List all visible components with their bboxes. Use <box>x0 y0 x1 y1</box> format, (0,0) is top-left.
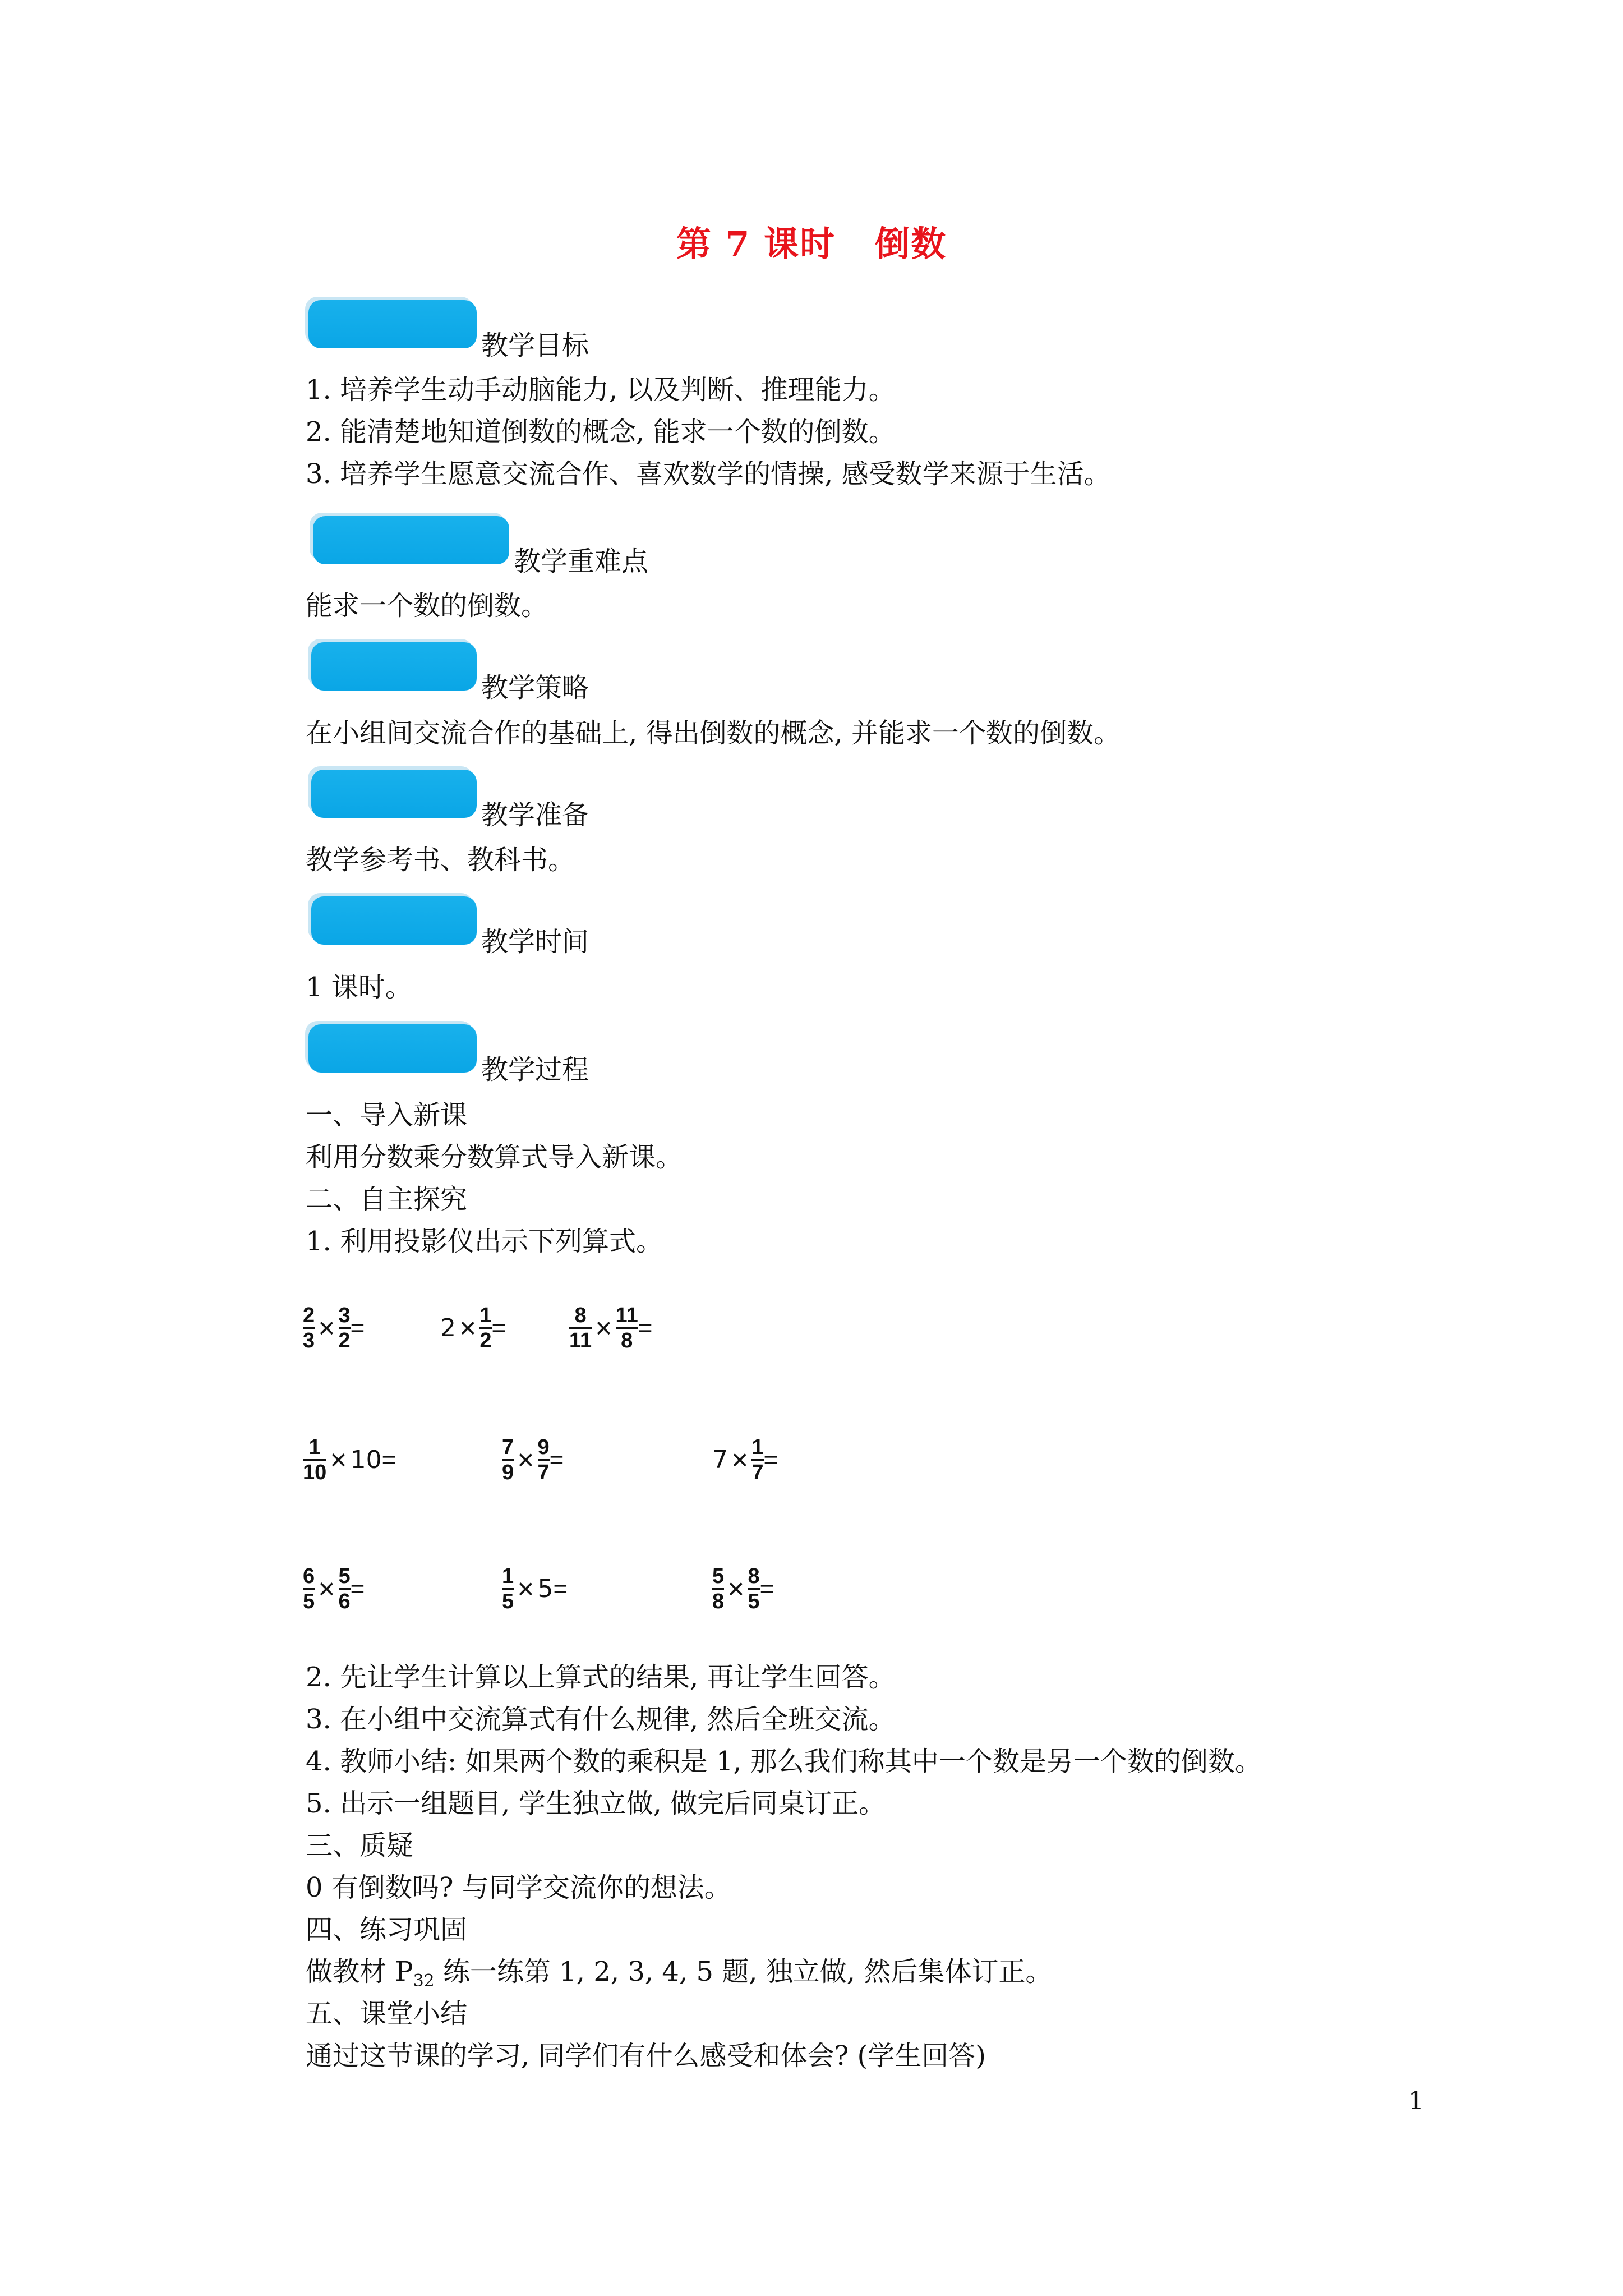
process-step-1: 1. 利用投影仪出示下列算式。 <box>306 1226 663 1257</box>
process-part5-title: 五、课堂小结 <box>306 1998 468 2030</box>
times-sign: × <box>517 1572 534 1605</box>
process-step-3: 3. 在小组中交流算式有什么规律, 然后全班交流。 <box>306 1704 896 1735</box>
equals-sign: = <box>491 1314 506 1342</box>
equation-8: $\frac{1}{5}$ × 5 = <box>502 1565 568 1613</box>
fraction: $\frac{11}{8}$ <box>615 1304 638 1352</box>
section-header-preparation <box>311 770 648 831</box>
equals-sign: = <box>549 1446 564 1474</box>
equals-sign: = <box>763 1446 778 1474</box>
process-part1-title: 一、导入新课 <box>306 1099 468 1131</box>
process-part1-text: 利用分数乘分数算式导入新课。 <box>306 1142 683 1173</box>
equation-5 <box>502 1436 564 1484</box>
equals-sign: = <box>759 1575 774 1603</box>
process-step-2: 2. 先让学生计算以上算式的结果, 再让学生回答。 <box>306 1662 896 1693</box>
section-label: 教学过程 <box>481 1054 589 1085</box>
fraction: $\frac{5}{8}$ <box>712 1565 725 1613</box>
fraction: $\frac{8}{5}$ <box>748 1565 760 1613</box>
equation-3 <box>569 1304 652 1352</box>
equals-sign: = <box>350 1575 365 1603</box>
fraction: $\frac{5}{6}$ <box>338 1565 351 1613</box>
section-header-strategy <box>311 642 648 703</box>
process-part3-title: 三、质疑 <box>306 1830 414 1861</box>
fraction: $\frac{2}{3}$ <box>303 1304 315 1352</box>
objective-3: 3. 培养学生愿意交流合作、喜欢数学的情操, 感受数学来源于生活。 <box>306 458 1111 490</box>
equation-7 <box>303 1565 365 1613</box>
fraction: $\frac{1}{10}$ <box>303 1435 327 1484</box>
process-step-5: 5. 出示一组题目, 学生独立做, 做完后同桌订正。 <box>306 1788 886 1819</box>
fraction: $\frac{1}{2}$ <box>479 1304 492 1352</box>
section-header-key-points <box>313 516 706 577</box>
times-sign: × <box>318 1572 335 1605</box>
times-sign: × <box>727 1572 745 1605</box>
times-sign: × <box>595 1312 612 1345</box>
fraction: $\frac{8}{11}$ <box>569 1304 592 1352</box>
section-header-time <box>311 896 648 958</box>
equals-sign: = <box>553 1575 568 1603</box>
section-badge <box>311 642 477 691</box>
fraction: $\frac{7}{9}$ <box>502 1435 514 1484</box>
process-part4-text: 做教材 $P_{32}$ 练一练第 1, 2, 3, 4, 5 题, 独立做, 然后集体订正。 <box>306 1956 1053 1991</box>
lesson-number: 第 7 课时 <box>676 223 836 264</box>
time-text: 1 课时。 <box>306 972 412 1003</box>
section-badge <box>308 1024 477 1073</box>
times-sign: × <box>517 1443 534 1476</box>
fraction: $\frac{9}{7}$ <box>537 1435 550 1484</box>
equation-6: 7 × $\frac{1}{7}$ = <box>712 1435 778 1484</box>
equals-sign: = <box>638 1314 653 1342</box>
section-badge <box>311 896 477 945</box>
section-label: 教学策略 <box>481 672 589 703</box>
preparation-text: 教学参考书、教科书。 <box>306 844 575 876</box>
equation-2: 2 × $\frac{1}{2}$ = <box>440 1304 506 1352</box>
section-label: 教学时间 <box>481 926 589 958</box>
page-number: 1 <box>1408 2087 1424 2115</box>
equation-1 <box>303 1304 365 1352</box>
process-part2-title: 二、自主探究 <box>306 1184 468 1215</box>
objective-1: 1. 培养学生动手动脑能力, 以及判断、推理能力。 <box>306 374 896 406</box>
equation-4: $\frac{1}{10}$ × 10 = <box>303 1435 396 1484</box>
section-header-process <box>308 1024 645 1085</box>
section-label: 教学目标 <box>481 330 589 361</box>
fraction: $\frac{1}{7}$ <box>751 1435 764 1484</box>
fraction: $\frac{3}{2}$ <box>338 1304 351 1352</box>
process-step-4: 4. 教师小结: 如果两个数的乘积是 1, 那么我们称其中一个数是另一个数的倒数。 <box>306 1746 1262 1777</box>
fraction: $\frac{1}{5}$ <box>502 1565 514 1613</box>
fraction: $\frac{6}{5}$ <box>303 1565 315 1613</box>
section-badge <box>308 300 477 348</box>
process-part4-title: 四、练习巩固 <box>306 1914 468 1945</box>
section-badge <box>311 770 477 818</box>
equals-sign: = <box>350 1314 365 1342</box>
section-label: 教学准备 <box>481 799 589 831</box>
equation-9 <box>712 1565 774 1613</box>
key-points-text: 能求一个数的倒数。 <box>306 590 548 622</box>
equals-sign: = <box>381 1446 396 1474</box>
section-header-objectives <box>308 300 645 361</box>
strategy-text: 在小组间交流合作的基础上, 得出倒数的概念, 并能求一个数的倒数。 <box>306 717 1121 749</box>
times-sign: × <box>459 1312 477 1345</box>
process-part5-text: 通过这节课的学习, 同学们有什么感受和体会? (学生回答) <box>306 2040 986 2072</box>
times-sign: × <box>330 1443 347 1476</box>
section-label: 教学重难点 <box>514 546 649 577</box>
times-sign: × <box>731 1443 749 1476</box>
section-badge <box>313 516 509 564</box>
process-part3-text: 0 有倒数吗? 与同学交流你的想法。 <box>306 1872 731 1903</box>
objective-2: 2. 能清楚地知道倒数的概念, 能求一个数的倒数。 <box>306 416 896 448</box>
page-title <box>0 216 1623 266</box>
times-sign: × <box>318 1312 335 1345</box>
lesson-topic: 倒数 <box>875 223 947 264</box>
